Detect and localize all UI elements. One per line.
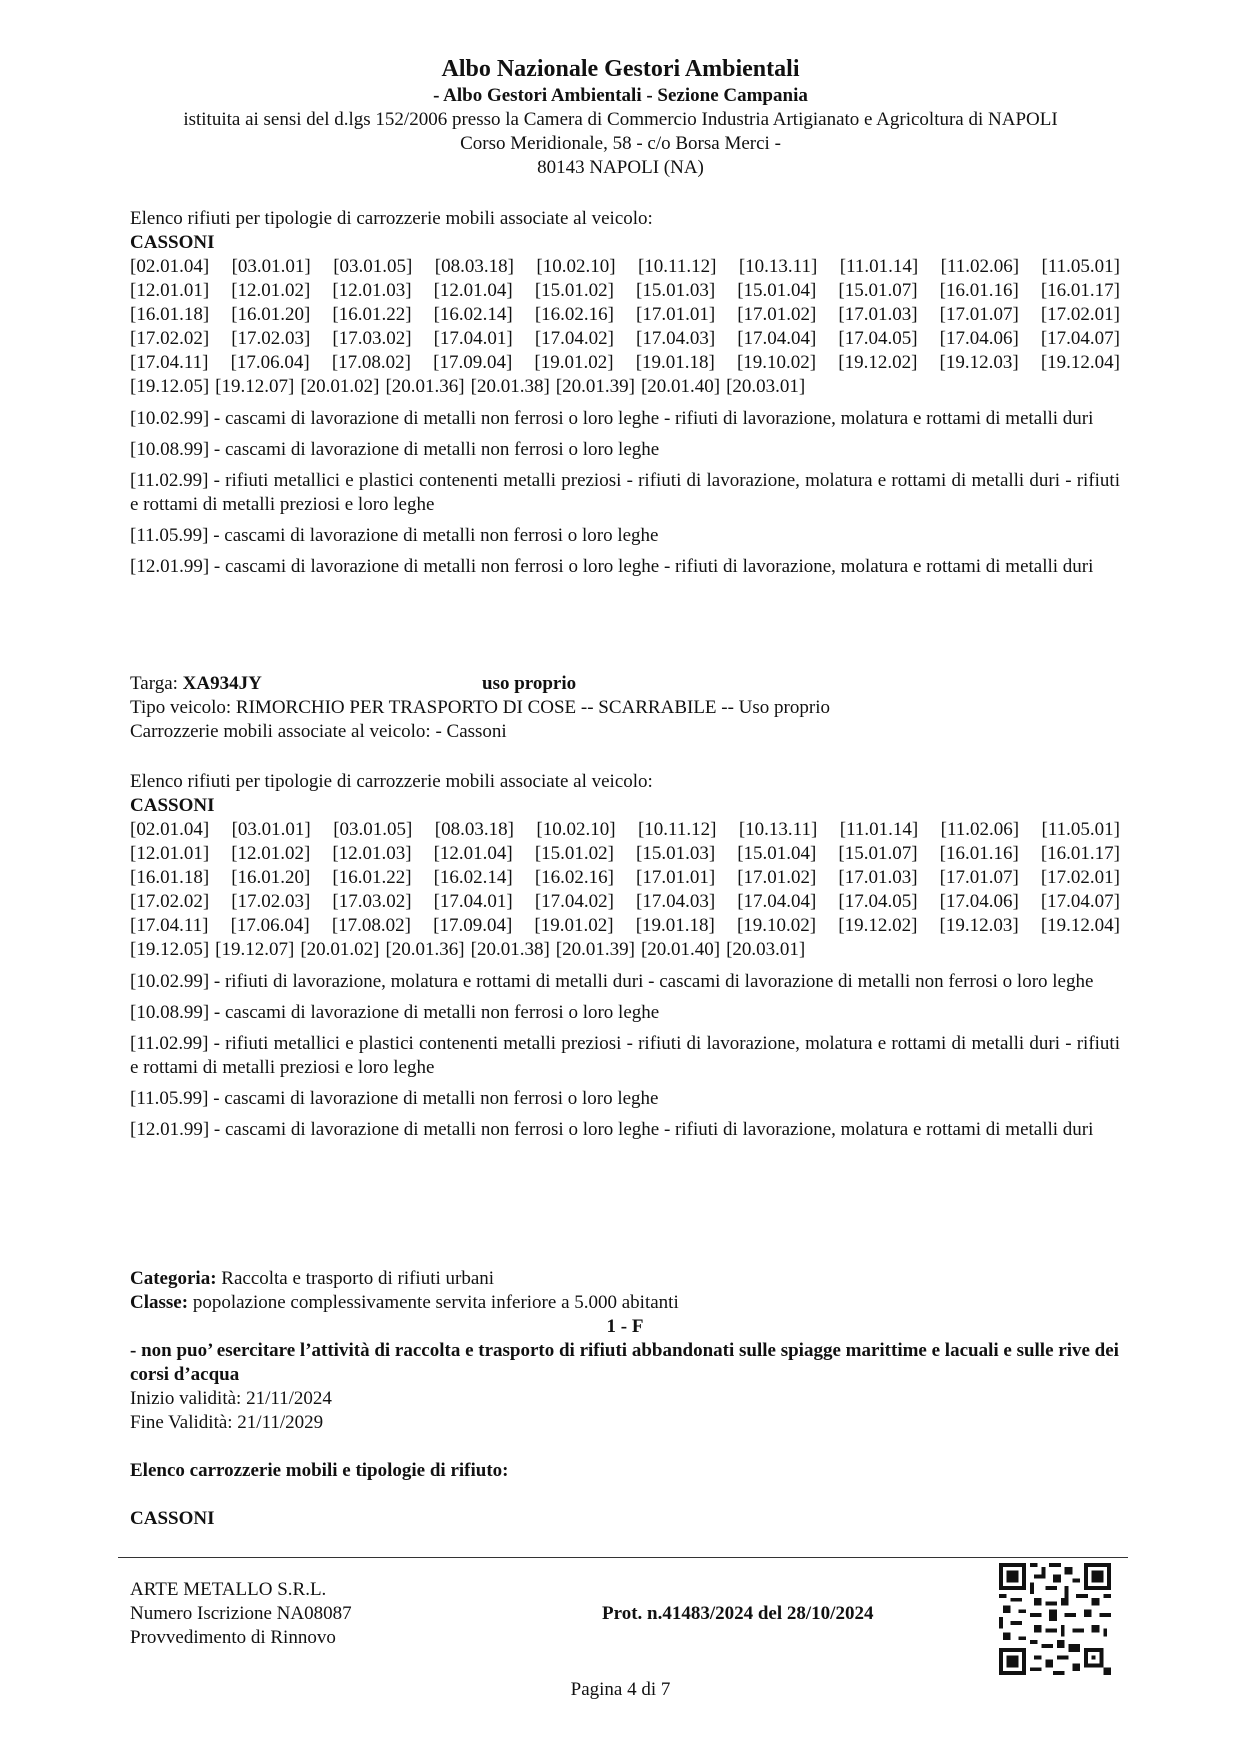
measure-type: Provvedimento di Rinnovo (130, 1627, 336, 1648)
waste-code: [17.01.01] (636, 304, 716, 325)
waste-code: [16.01.17] (1040, 280, 1120, 301)
waste-code: [19.01.18] (635, 915, 715, 936)
vehicle-plate-line (130, 672, 1120, 696)
waste-code: [17.04.02] (534, 891, 614, 912)
waste-list-section-2 (130, 770, 1120, 1149)
waste-code: [20.01.40] (640, 939, 721, 960)
header-title: Albo Nazionale Gestori Ambientali (441, 56, 800, 82)
waste-code-row (130, 327, 1120, 351)
waste-description: [12.01.99] - cascami di lavorazione di metalli non ferrosi o loro leghe - rifiuti di lavorazione, molatura e rottami di metalli duri (130, 1119, 1094, 1140)
waste-code: [17.03.02] (332, 328, 412, 349)
waste-code-row (130, 938, 1120, 962)
waste-code: [19.12.03] (939, 352, 1019, 373)
waste-code: [11.02.06] (940, 819, 1020, 840)
header-subtitle: - Albo Gestori Ambientali - Sezione Campania (433, 85, 808, 106)
waste-code: [02.01.04] (130, 819, 210, 840)
footer-divider (118, 1557, 1128, 1558)
waste-code: [17.02.03] (231, 891, 311, 912)
waste-code: [11.01.14] (839, 819, 919, 840)
waste-code: [16.02.14] (433, 867, 513, 888)
waste-code: [17.04.04] (737, 328, 817, 349)
waste-code: [08.03.18] (434, 819, 514, 840)
waste-code: [17.04.07] (1040, 891, 1120, 912)
waste-code: [20.03.01] (726, 376, 806, 397)
waste-code: [10.13.11] (738, 256, 818, 277)
waste-code: [17.02.01] (1040, 304, 1120, 325)
waste-code: [17.02.01] (1040, 867, 1120, 888)
waste-code: [17.01.07] (939, 304, 1019, 325)
waste-code: [17.09.04] (433, 915, 513, 936)
waste-code: [17.01.01] (636, 867, 716, 888)
vehicle-type: Tipo veicolo: RIMORCHIO PER TRASPORTO DI COSE -- SCARRABILE -- Uso proprio (130, 697, 830, 718)
waste-description: [10.02.99] - cascami di lavorazione di metalli non ferrosi o loro leghe - rifiuti di lavorazione, molatura e rottami di metalli duri (130, 408, 1094, 429)
waste-code: [11.05.01] (1041, 819, 1120, 840)
page-number: Pagina 4 di 7 (570, 1679, 671, 1700)
waste-code: [17.01.03] (838, 867, 918, 888)
waste-code: [12.01.02] (231, 843, 311, 864)
waste-code: [19.10.02] (736, 915, 817, 936)
waste-code: [15.01.04] (737, 843, 817, 864)
waste-code: [03.01.01] (231, 819, 311, 840)
class-value: popolazione complessivamente servita inferiore a 5.000 abitanti (188, 1292, 679, 1313)
waste-code-row (130, 866, 1120, 890)
qr-code-icon (999, 1563, 1111, 1675)
waste-code: [15.01.07] (838, 280, 918, 301)
category-value: Raccolta e trasporto di rifiuti urbani (216, 1268, 495, 1289)
waste-code-row (130, 351, 1120, 375)
waste-code: [12.01.02] (231, 280, 311, 301)
bodies-list-type: CASSONI (130, 1508, 215, 1529)
waste-code: [20.01.38] (470, 939, 550, 960)
waste-code: [19.01.02] (534, 352, 614, 373)
waste-code: [10.02.10] (536, 819, 616, 840)
waste-list-section-1 (130, 207, 1120, 586)
waste-code: [16.01.22] (332, 867, 412, 888)
waste-code: [16.01.18] (130, 304, 210, 325)
waste-code: [17.09.04] (433, 352, 513, 373)
waste-code: [20.01.36] (385, 939, 465, 960)
waste-descriptions (130, 407, 1120, 579)
waste-code: [11.02.06] (940, 256, 1020, 277)
header-address: Corso Meridionale, 58 - c/o Borsa Merci - (460, 133, 781, 154)
category-line (130, 1267, 1120, 1291)
waste-description: [11.02.99] - rifiuti metallici e plastici contenenti metalli preziosi - rifiuti di lavorazione, molatura e rottami di metalli duri - rifiuti e rottami di metalli preziosi e loro leghe (130, 470, 1120, 515)
waste-code: [16.02.16] (534, 867, 614, 888)
waste-code: [12.01.01] (130, 280, 210, 301)
waste-description: [11.05.99] - cascami di lavorazione di metalli non ferrosi o loro leghe (130, 525, 659, 546)
waste-code-row (130, 255, 1120, 279)
plate-number: XA934JY (182, 673, 262, 694)
waste-code: [19.12.05] (130, 376, 210, 397)
waste-code: [17.04.06] (939, 328, 1019, 349)
waste-code: [20.01.39] (555, 376, 635, 397)
waste-code-row (130, 303, 1120, 327)
waste-code: [10.11.12] (637, 256, 717, 277)
waste-code-grid (130, 255, 1120, 399)
protocol-number: Prot. n.41483/2024 del 28/10/2024 (602, 1603, 874, 1624)
registration-number: Numero Iscrizione NA08087 (130, 1603, 352, 1624)
waste-code: [20.01.36] (385, 376, 465, 397)
waste-code: [19.10.02] (736, 352, 817, 373)
waste-code: [19.12.04] (1040, 352, 1120, 373)
waste-code: [17.04.02] (534, 328, 614, 349)
waste-code: [12.01.01] (130, 843, 210, 864)
waste-code: [17.04.04] (737, 891, 817, 912)
waste-code: [15.01.03] (636, 843, 716, 864)
waste-code: [17.01.03] (838, 304, 918, 325)
waste-code: [11.01.14] (839, 256, 919, 277)
waste-code: [16.01.20] (231, 867, 311, 888)
waste-description: [10.08.99] - cascami di lavorazione di metalli non ferrosi o loro leghe (130, 1002, 660, 1023)
class-label: Classe: (130, 1292, 189, 1313)
waste-code: [08.03.18] (434, 256, 514, 277)
waste-code: [17.04.07] (1040, 328, 1120, 349)
waste-code: [10.02.10] (536, 256, 616, 277)
waste-code: [16.01.22] (332, 304, 412, 325)
body-type-label: CASSONI (130, 232, 215, 253)
vehicle-usage: uso proprio (482, 673, 577, 694)
category-label: Categoria: (130, 1268, 217, 1289)
validity-end: Fine Validità: 21/11/2029 (130, 1412, 324, 1433)
waste-code: [19.12.04] (1040, 915, 1120, 936)
waste-code: [20.03.01] (726, 939, 806, 960)
footer-company-info (130, 1578, 352, 1650)
waste-code: [17.04.05] (838, 328, 918, 349)
waste-code: [12.01.04] (433, 280, 513, 301)
restriction-note: - non puo’ esercitare l’attività di raccolta e trasporto di rifiuti abbandonati sulle spiagge marittime e lacuali e sulle rive dei corsi d’acqua (130, 1340, 1119, 1385)
waste-code: [19.12.02] (838, 352, 918, 373)
waste-code: [03.01.05] (333, 819, 413, 840)
validity-start: Inizio validità: 21/11/2024 (130, 1388, 332, 1409)
waste-code: [15.01.04] (737, 280, 817, 301)
waste-code: [12.01.03] (332, 280, 412, 301)
waste-code: [19.12.07] (215, 376, 295, 397)
waste-code: [02.01.04] (130, 256, 210, 277)
waste-code: [16.02.14] (433, 304, 513, 325)
waste-code: [17.06.04] (230, 352, 310, 373)
class-line (130, 1291, 1120, 1315)
waste-code: [16.02.16] (534, 304, 614, 325)
bodies-list-heading: Elenco carrozzerie mobili e tipologie di rifiuto: (130, 1460, 509, 1481)
waste-code: [20.01.40] (640, 376, 721, 397)
waste-code: [17.02.02] (130, 891, 210, 912)
waste-code-row (130, 818, 1120, 842)
waste-code: [15.01.02] (534, 843, 614, 864)
waste-list-intro: Elenco rifiuti per tipologie di carrozzerie mobili associate al veicolo: (130, 208, 653, 229)
waste-code-row (130, 279, 1120, 303)
waste-description: [10.08.99] - cascami di lavorazione di metalli non ferrosi o loro leghe (130, 439, 660, 460)
waste-code: [20.01.38] (470, 376, 550, 397)
waste-code: [17.08.02] (331, 915, 412, 936)
waste-code: [03.01.05] (333, 256, 413, 277)
waste-code: [17.02.03] (231, 328, 311, 349)
header-institution: istituita ai sensi del d.lgs 152/2006 presso la Camera di Commercio Industria Artigianato e Agricoltura di NAPOLI (183, 109, 1058, 130)
waste-code: [17.01.02] (737, 304, 817, 325)
waste-code: [10.11.12] (637, 819, 717, 840)
waste-code: [19.12.05] (130, 939, 210, 960)
waste-code: [17.04.03] (636, 891, 716, 912)
waste-code-row (130, 914, 1120, 938)
waste-code: [17.04.01] (433, 328, 513, 349)
vehicle-bodies: Carrozzerie mobili associate al veicolo: - Cassoni (130, 721, 507, 742)
vehicle-info (130, 672, 1120, 744)
waste-descriptions (130, 970, 1120, 1142)
waste-code: [17.06.04] (230, 915, 310, 936)
waste-code: [17.04.03] (636, 328, 716, 349)
waste-code: [20.01.02] (300, 376, 380, 397)
waste-code: [17.04.06] (939, 891, 1019, 912)
waste-code: [15.01.03] (636, 280, 716, 301)
waste-code: [20.01.39] (555, 939, 635, 960)
waste-code-row (130, 890, 1120, 914)
waste-code: [16.01.16] (939, 843, 1019, 864)
waste-code: [15.01.07] (838, 843, 918, 864)
waste-code: [19.01.18] (635, 352, 715, 373)
plate-label: Targa: (130, 673, 183, 694)
document-header (0, 54, 1241, 180)
waste-code: [16.01.18] (130, 867, 210, 888)
waste-code: [12.01.04] (433, 843, 513, 864)
waste-code: [15.01.02] (534, 280, 614, 301)
body-type-label: CASSONI (130, 795, 215, 816)
waste-code: [16.01.20] (231, 304, 311, 325)
waste-code-row (130, 842, 1120, 866)
waste-code: [16.01.17] (1040, 843, 1120, 864)
header-city: 80143 NAPOLI (NA) (537, 157, 704, 178)
waste-code: [17.08.02] (331, 352, 412, 373)
waste-code: [16.01.16] (939, 280, 1019, 301)
waste-code: [19.01.02] (534, 915, 614, 936)
category-code: 1 - F (606, 1316, 644, 1337)
waste-code-row (130, 375, 1120, 399)
waste-code: [17.02.02] (130, 328, 210, 349)
waste-code-grid (130, 818, 1120, 962)
waste-code: [20.01.02] (300, 939, 380, 960)
waste-code: [17.04.01] (433, 891, 513, 912)
waste-code: [12.01.03] (332, 843, 412, 864)
waste-description: [10.02.99] - rifiuti di lavorazione, molatura e rottami di metalli duri - cascami di lavorazione di metalli non ferrosi o loro leghe (130, 971, 1094, 992)
waste-code: [19.12.07] (215, 939, 295, 960)
waste-code: [19.12.02] (838, 915, 918, 936)
waste-description: [12.01.99] - cascami di lavorazione di metalli non ferrosi o loro leghe - rifiuti di lavorazione, molatura e rottami di metalli duri (130, 556, 1094, 577)
waste-list-intro: Elenco rifiuti per tipologie di carrozzerie mobili associate al veicolo: (130, 771, 653, 792)
waste-code: [11.05.01] (1041, 256, 1120, 277)
waste-code: [10.13.11] (738, 819, 818, 840)
waste-description: [11.05.99] - cascami di lavorazione di metalli non ferrosi o loro leghe (130, 1088, 659, 1109)
waste-code: [17.04.11] (130, 915, 209, 936)
company-name: ARTE METALLO S.R.L. (130, 1579, 327, 1600)
waste-code: [17.03.02] (332, 891, 412, 912)
waste-description: [11.02.99] - rifiuti metallici e plastici contenenti metalli preziosi - rifiuti di lavorazione, molatura e rottami di metalli duri - rifiuti e rottami di metalli preziosi e loro leghe (130, 1033, 1120, 1078)
waste-code: [17.04.11] (130, 352, 209, 373)
waste-code: [17.01.07] (939, 867, 1019, 888)
waste-code: [17.01.02] (737, 867, 817, 888)
waste-code: [17.04.05] (838, 891, 918, 912)
category-section (130, 1267, 1120, 1531)
waste-code: [03.01.01] (231, 256, 311, 277)
waste-code: [19.12.03] (939, 915, 1019, 936)
